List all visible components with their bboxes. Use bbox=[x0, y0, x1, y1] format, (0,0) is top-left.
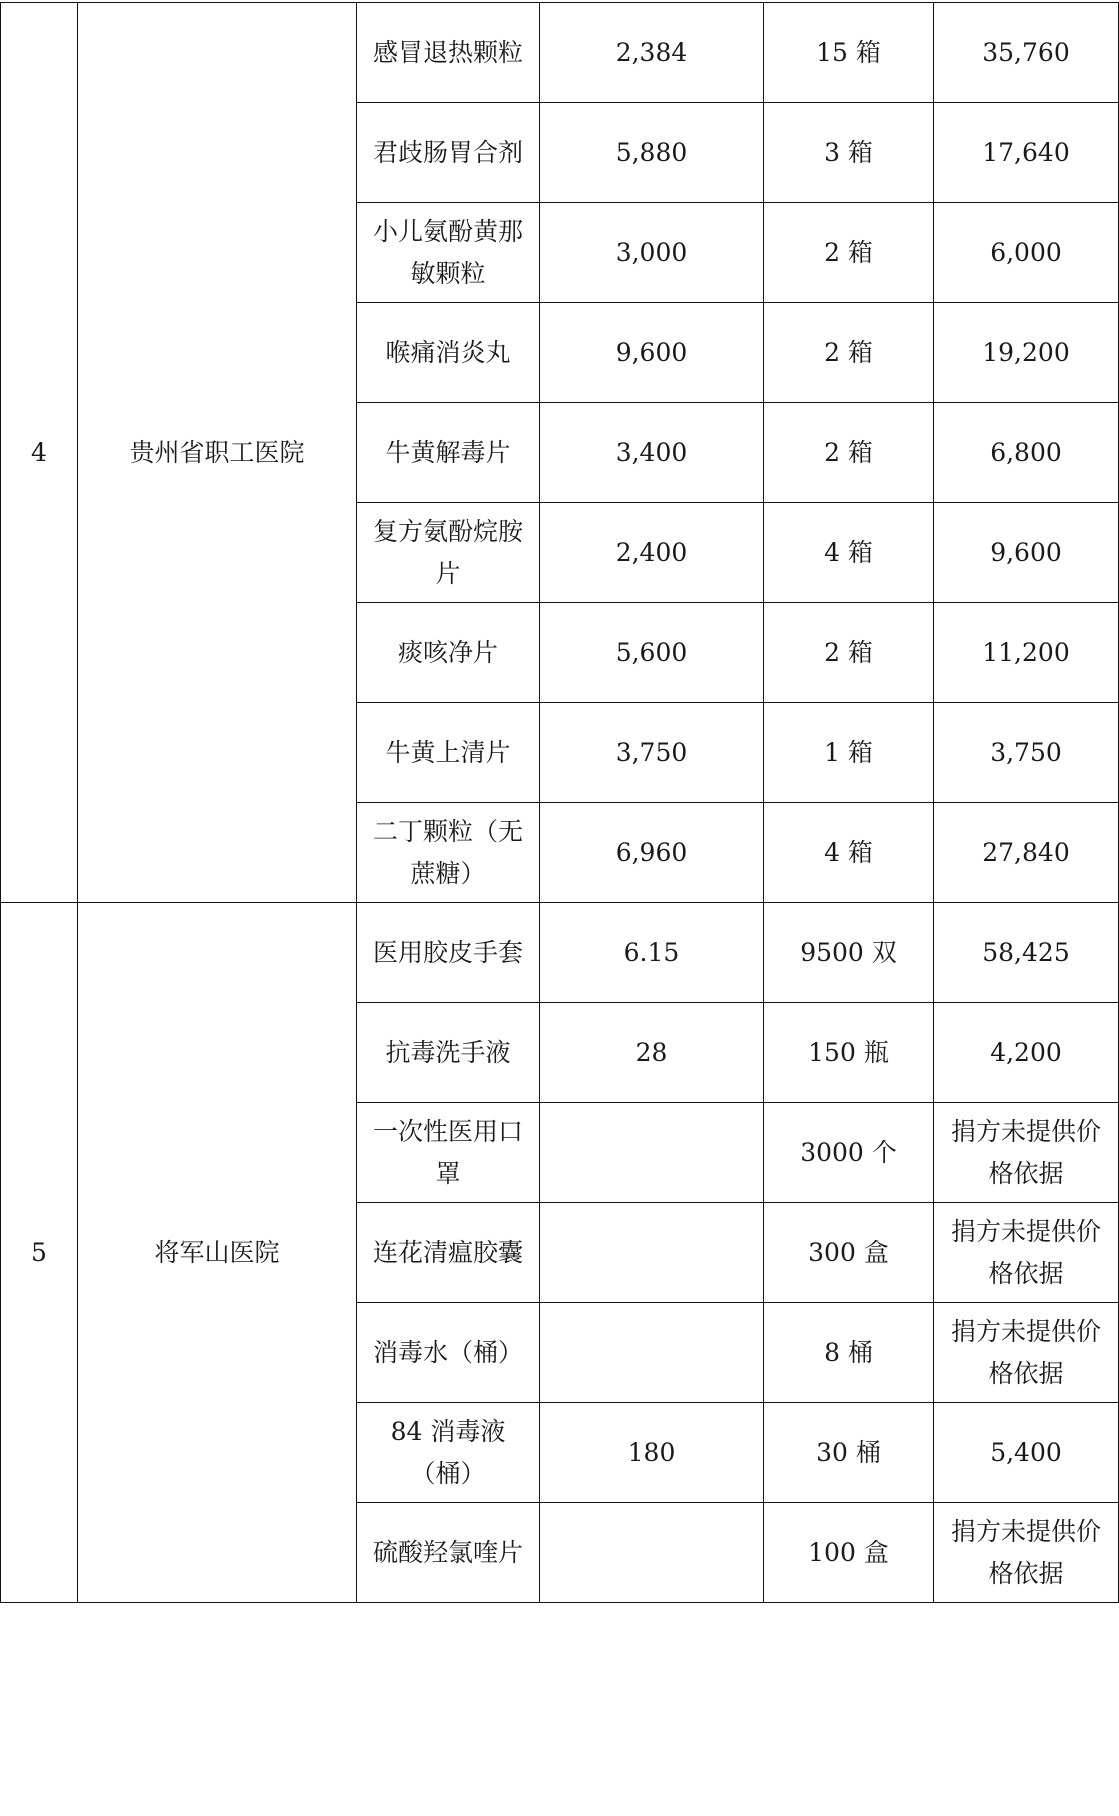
item-name: 抗毒洗手液 bbox=[357, 1003, 540, 1103]
total-amount: 58,425 bbox=[934, 903, 1119, 1003]
unit-price: 6.15 bbox=[540, 903, 764, 1003]
quantity: 2 箱 bbox=[764, 203, 934, 303]
quantity: 1 箱 bbox=[764, 703, 934, 803]
unit-price: 2,400 bbox=[540, 503, 764, 603]
total-amount: 6,800 bbox=[934, 403, 1119, 503]
unit-price: 3,000 bbox=[540, 203, 764, 303]
unit-price: 6,960 bbox=[540, 803, 764, 903]
table-row bbox=[1, 903, 1119, 1003]
quantity: 3 箱 bbox=[764, 103, 934, 203]
total-amount: 35,760 bbox=[934, 3, 1119, 103]
quantity: 4 箱 bbox=[764, 803, 934, 903]
table-row bbox=[1, 3, 1119, 103]
item-name: 硫酸羟氯喹片 bbox=[357, 1503, 540, 1603]
unit-price bbox=[540, 1103, 764, 1203]
total-amount: 5,400 bbox=[934, 1403, 1119, 1503]
item-name: 喉痛消炎丸 bbox=[357, 303, 540, 403]
total-amount: 捐方未提供价格依据 bbox=[934, 1503, 1119, 1603]
item-name: 牛黄解毒片 bbox=[357, 403, 540, 503]
unit-price: 3,400 bbox=[540, 403, 764, 503]
unit-price: 3,750 bbox=[540, 703, 764, 803]
quantity: 3000 个 bbox=[764, 1103, 934, 1203]
quantity: 9500 双 bbox=[764, 903, 934, 1003]
total-amount: 捐方未提供价格依据 bbox=[934, 1103, 1119, 1203]
quantity: 4 箱 bbox=[764, 503, 934, 603]
donation-table-body bbox=[1, 3, 1119, 1603]
item-name: 医用胶皮手套 bbox=[357, 903, 540, 1003]
unit-price: 2,384 bbox=[540, 3, 764, 103]
item-name: 一次性医用口罩 bbox=[357, 1103, 540, 1203]
quantity: 2 箱 bbox=[764, 403, 934, 503]
unit-price: 9,600 bbox=[540, 303, 764, 403]
quantity: 8 桶 bbox=[764, 1303, 934, 1403]
total-amount: 捐方未提供价格依据 bbox=[934, 1303, 1119, 1403]
total-amount: 捐方未提供价格依据 bbox=[934, 1203, 1119, 1303]
total-amount: 4,200 bbox=[934, 1003, 1119, 1103]
unit-price bbox=[540, 1203, 764, 1303]
row-group-number: 5 bbox=[1, 903, 78, 1603]
item-name: 小儿氨酚黄那敏颗粒 bbox=[357, 203, 540, 303]
unit-price bbox=[540, 1503, 764, 1603]
item-name: 复方氨酚烷胺片 bbox=[357, 503, 540, 603]
unit-price: 180 bbox=[540, 1403, 764, 1503]
item-name: 痰咳净片 bbox=[357, 603, 540, 703]
total-amount: 27,840 bbox=[934, 803, 1119, 903]
unit-price bbox=[540, 1303, 764, 1403]
item-name: 君歧肠胃合剂 bbox=[357, 103, 540, 203]
hospital-name: 贵州省职工医院 bbox=[78, 3, 357, 903]
quantity: 300 盒 bbox=[764, 1203, 934, 1303]
unit-price: 5,880 bbox=[540, 103, 764, 203]
quantity: 150 瓶 bbox=[764, 1003, 934, 1103]
unit-price: 28 bbox=[540, 1003, 764, 1103]
quantity: 30 桶 bbox=[764, 1403, 934, 1503]
total-amount: 11,200 bbox=[934, 603, 1119, 703]
total-amount: 6,000 bbox=[934, 203, 1119, 303]
hospital-name: 将军山医院 bbox=[78, 903, 357, 1603]
total-amount: 3,750 bbox=[934, 703, 1119, 803]
item-name: 84 消毒液（桶） bbox=[357, 1403, 540, 1503]
item-name: 二丁颗粒（无蔗糖） bbox=[357, 803, 540, 903]
donation-table bbox=[0, 2, 1119, 1603]
quantity: 2 箱 bbox=[764, 303, 934, 403]
quantity: 15 箱 bbox=[764, 3, 934, 103]
total-amount: 9,600 bbox=[934, 503, 1119, 603]
item-name: 感冒退热颗粒 bbox=[357, 3, 540, 103]
quantity: 100 盒 bbox=[764, 1503, 934, 1603]
total-amount: 17,640 bbox=[934, 103, 1119, 203]
quantity: 2 箱 bbox=[764, 603, 934, 703]
row-group-number: 4 bbox=[1, 3, 78, 903]
unit-price: 5,600 bbox=[540, 603, 764, 703]
item-name: 牛黄上清片 bbox=[357, 703, 540, 803]
item-name: 连花清瘟胶囊 bbox=[357, 1203, 540, 1303]
item-name: 消毒水（桶） bbox=[357, 1303, 540, 1403]
total-amount: 19,200 bbox=[934, 303, 1119, 403]
